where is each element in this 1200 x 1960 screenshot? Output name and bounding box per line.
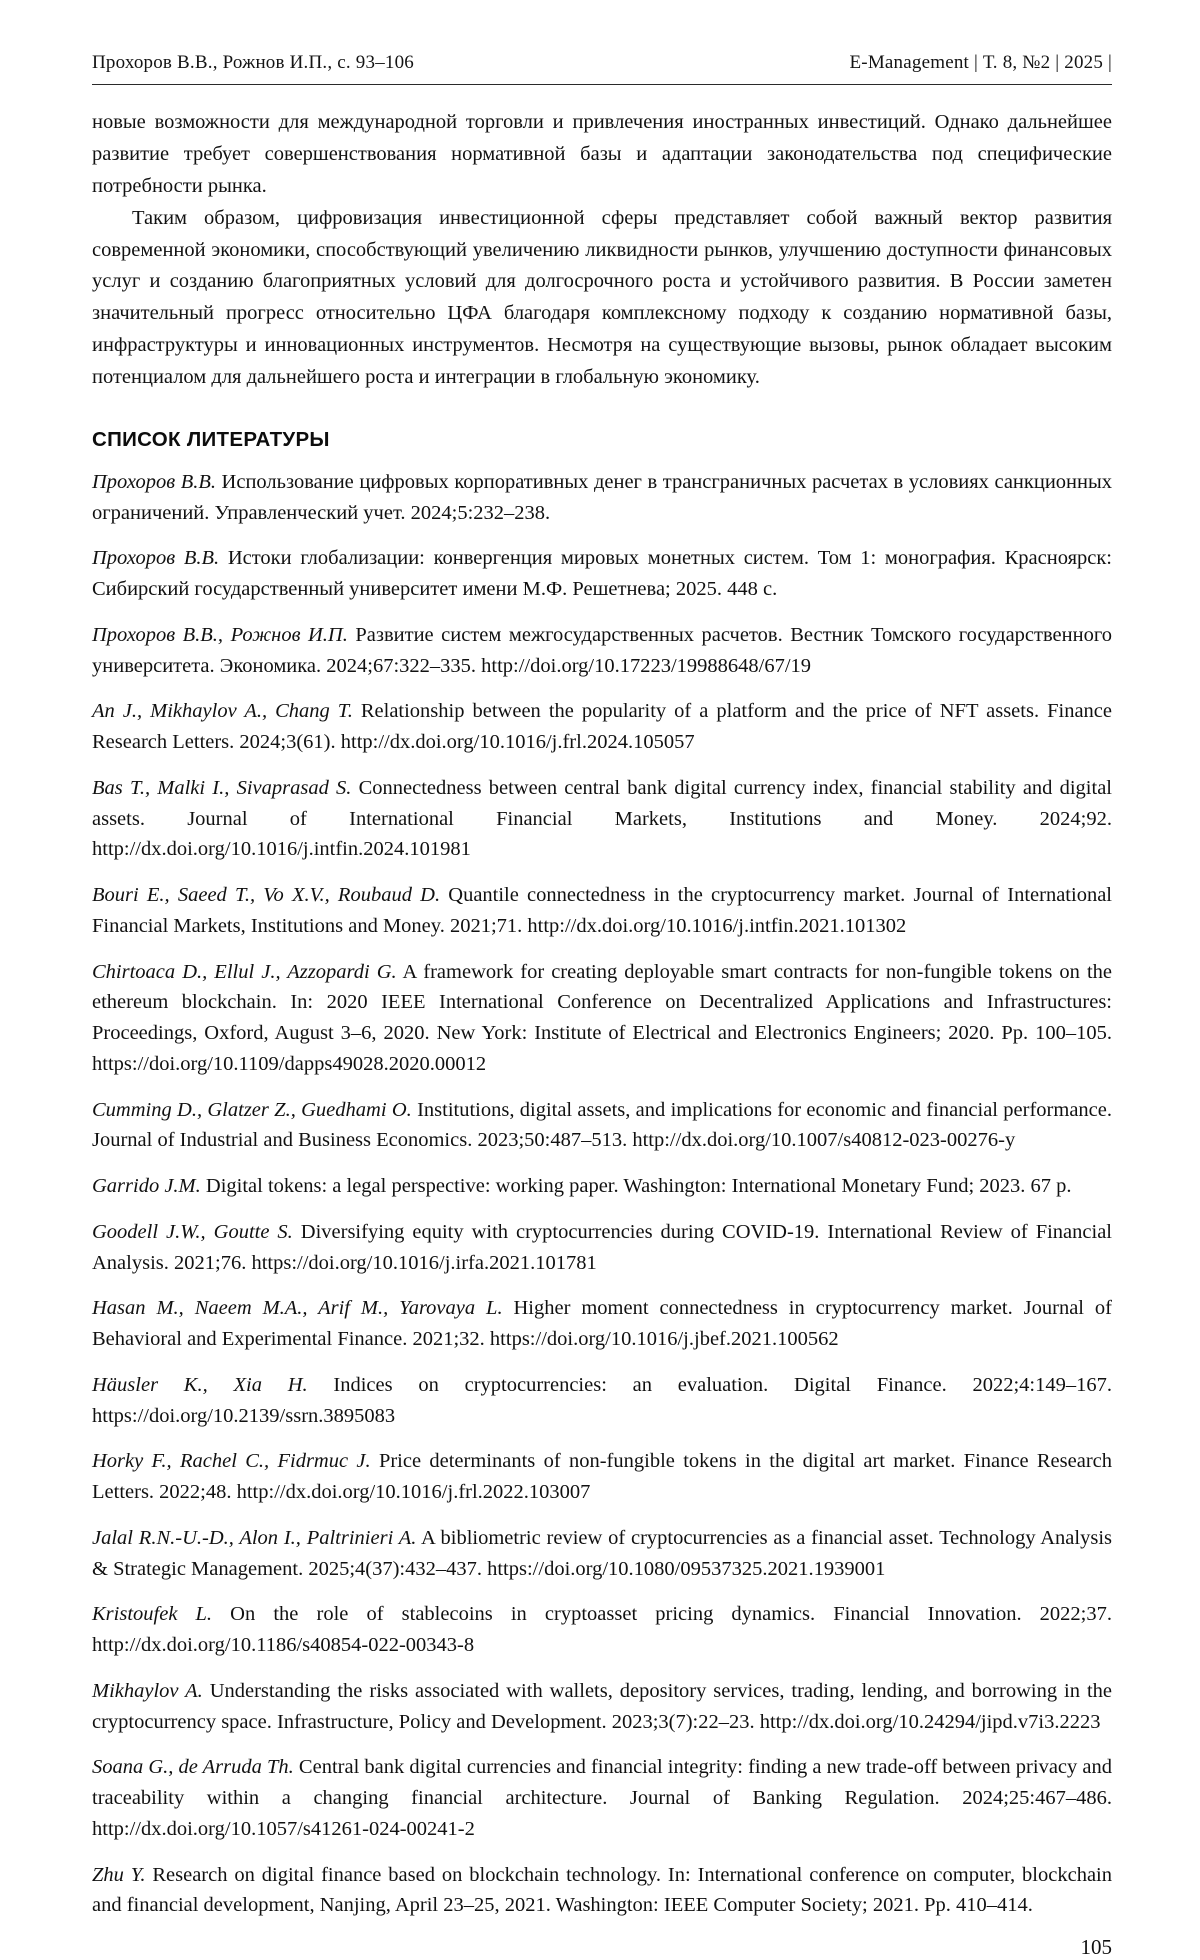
reference-authors: Mikhaylov A.	[92, 1679, 203, 1702]
reference-entry	[92, 773, 1112, 865]
reference-text: Indices on cryptocurrencies: an evaluation. Digital Finance. 2022;4:149–167. https://doi.org/10.2139/ssrn.3895083	[92, 1373, 1112, 1427]
reference-authors: Jalal R.N.-U.-D., Alon I., Paltrinieri A.	[92, 1526, 417, 1549]
reference-entry	[92, 1095, 1112, 1157]
reference-entry	[92, 1523, 1112, 1585]
reference-text: Central bank digital currencies and financial integrity: finding a new trade-off between privacy and traceability within a changing financial architecture. Journal of Banking Regulation. 2024;25:467–486. http://dx.doi.org/10.1057/s41261-024-00241-2	[92, 1756, 1112, 1840]
reference-entry	[92, 620, 1112, 682]
reference-authors: Chirtoaca D., Ellul J., Azzopardi G.	[92, 960, 397, 983]
reference-text: Higher moment connectedness in cryptocurrency market. Journal of Behavioral and Experimental Finance. 2021;32. https://doi.org/10.1016/j.jbef.2021.100562	[92, 1297, 1112, 1351]
reference-entry	[92, 1370, 1112, 1432]
reference-authors: Goodell J.W., Goutte S.	[92, 1220, 293, 1243]
reference-authors: Häusler K., Xia H.	[92, 1373, 308, 1396]
page-number: 105	[1080, 1935, 1112, 1960]
reference-authors: Cumming D., Glatzer Z., Guedhami O.	[92, 1098, 412, 1121]
reference-text: On the role of stablecoins in cryptoasset pricing dynamics. Financial Innovation. 2022;37. http://dx.doi.org/10.1186/s40854-022-00343-8	[92, 1603, 1112, 1657]
reference-authors: Прохоров В.В., Рожнов И.П.	[92, 623, 348, 646]
reference-authors: Прохоров В.В.	[92, 547, 220, 570]
reference-entry	[92, 1217, 1112, 1279]
reference-entry	[92, 1752, 1112, 1844]
page-footer	[92, 1935, 1112, 1960]
reference-authors: Hasan M., Naeem M.A., Arif M., Yarovaya L.	[92, 1297, 503, 1320]
reference-authors: Bas T., Malki I., Sivaprasad S.	[92, 776, 352, 799]
reference-text: A framework for creating deployable smart contracts for non-fungible tokens on the ethereum blockchain. In: 2020 IEEE International Conference on Decentralized Applications and Infrastructures: Proceedings, Oxford, August 3–6, 2020. New York: Institute of Electrical and Electronics Engineers; 2020. Pp. 100–105. https://doi.org/10.1109/dapps49028.2020.00012	[92, 960, 1112, 1075]
reference-text: Institutions, digital assets, and implications for economic and financial performance. Journal of Industrial and Business Economics. 2023;50:487–513. http://dx.doi.org/10.1007/s40812-023-00276-y	[92, 1098, 1112, 1152]
references-heading: СПИСОК ЛИТЕРАТУРЫ	[92, 427, 330, 451]
reference-authors: Zhu Y.	[92, 1863, 146, 1886]
reference-authors: An J., Mikhaylov A., Chang T.	[92, 700, 353, 723]
reference-entry	[92, 1676, 1112, 1738]
reference-authors: Horky F., Rachel C., Fidrmuc J.	[92, 1450, 371, 1473]
reference-entry	[92, 467, 1112, 529]
reference-authors: Bouri E., Saeed T., Vo X.V., Roubaud D.	[92, 884, 441, 907]
reference-entry	[92, 1293, 1112, 1355]
reference-text: Research on digital finance based on blockchain technology. In: International conference on computer, blockchain and financial development, Nanjing, April 23–25, 2021. Washington: IEEE Computer Society; 2021. Pp. 410–414.	[92, 1863, 1112, 1917]
reference-entry	[92, 696, 1112, 758]
reference-text: Использование цифровых корпоративных денег в трансграничных расчетах в условиях санкционных ограничений. Управленческий учет. 2024;5:232–238.	[92, 470, 1113, 524]
reference-entry	[92, 957, 1112, 1080]
body-paragraph-continuation: новые возможности для международной торговли и привлечения иностранных инвестиций. Однако дальнейшее развитие требует совершенствования нормативной базы и адаптации законодательства под специфические потребности рынка.	[92, 111, 1112, 197]
reference-entry	[92, 880, 1112, 942]
reference-entry	[92, 1171, 1112, 1202]
page-content	[92, 107, 1112, 1921]
page-header	[92, 52, 1112, 85]
reference-text: Quantile connectedness in the cryptocurrency market. Journal of International Financial Markets, Institutions and Money. 2021;71. http://dx.doi.org/10.1016/j.intfin.2021.101302	[92, 884, 1112, 937]
reference-entry	[92, 1599, 1112, 1661]
reference-authors: Kristoufek L.	[92, 1603, 213, 1626]
reference-entry	[92, 543, 1112, 605]
reference-text: Price determinants of non-fungible tokens in the digital art market. Finance Research Letters. 2022;48. http://dx.doi.org/10.1016/j.frl.2022.103007	[92, 1450, 1112, 1504]
reference-entry	[92, 1446, 1112, 1508]
header-journal-issue: E-Management | Т. 8, №2 | 2025 |	[849, 52, 1112, 73]
reference-authors: Garrido J.M.	[92, 1175, 201, 1198]
reference-text: A bibliometric review of cryptocurrencies as a financial asset. Technology Analysis & Strategic Management. 2025;4(37):432–437. https://doi.org/10.1080/09537325.2021.1939001	[92, 1526, 1112, 1580]
reference-text: Connectedness between central bank digital currency index, financial stability and digital assets. Journal of International Financial Markets, Institutions and Money. 2024;92. http://dx.doi.org/10.1016/j.intfin.2024.101981	[92, 776, 1112, 861]
reference-authors: Прохоров В.В.	[92, 470, 216, 493]
reference-text: Understanding the risks associated with wallets, depository services, trading, lending, and borrowing in the cryptocurrency space. Infrastructure, Policy and Development. 2023;3(7):22–23. http://dx.doi.org/10.24294/jipd.v7i3.2223	[92, 1679, 1112, 1733]
header-authors-pages: Прохоров В.В., Рожнов И.П., с. 93–106	[92, 52, 415, 73]
body-paragraph-conclusion: Таким образом, цифровизация инвестиционной сферы представляет собой важный вектор развития современной экономики, способствующий увеличению ликвидности рынков, улучшению доступности финансовых услуг и созданию благоприятных условий для долгосрочного роста и устойчивого развития. В России заметен значительный прогресс относительно ЦФА благодаря комплексному подходу к созданию нормативной базы, инфраструктуры и инновационных инструментов. Несмотря на существующие вызовы, рынок обладает высоким потенциалом для дальнейшего роста и интеграции в глобальную экономику.	[92, 206, 1112, 388]
reference-text: Relationship between the popularity of a platform and the price of NFT assets. Finance Research Letters. 2024;3(61). http://dx.doi.org/10.1016/j.frl.2024.105057	[92, 700, 1112, 754]
reference-text: Истоки глобализации: конвергенция мировых монетных систем. Том 1: монография. Красноярск: Сибирский государственный университет имени М.Ф. Решетнева; 2025. 448 с.	[92, 547, 1112, 601]
reference-entry	[92, 1860, 1112, 1922]
reference-authors: Soana G., de Arruda Th.	[92, 1756, 294, 1779]
reference-text: Diversifying equity with cryptocurrencies during COVID-19. International Review of Financial Analysis. 2021;76. https://doi.org/10.1016/j.irfa.2021.101781	[92, 1220, 1112, 1274]
reference-text: Digital tokens: a legal perspective: working paper. Washington: International Monetary Fund; 2023. 67 p.	[200, 1175, 1072, 1198]
reference-text: Развитие систем межгосударственных расчетов. Вестник Томского государственного университета. Экономика. 2024;67:322–335. http://doi.org/10.17223/19988648/67/19	[92, 623, 1112, 677]
